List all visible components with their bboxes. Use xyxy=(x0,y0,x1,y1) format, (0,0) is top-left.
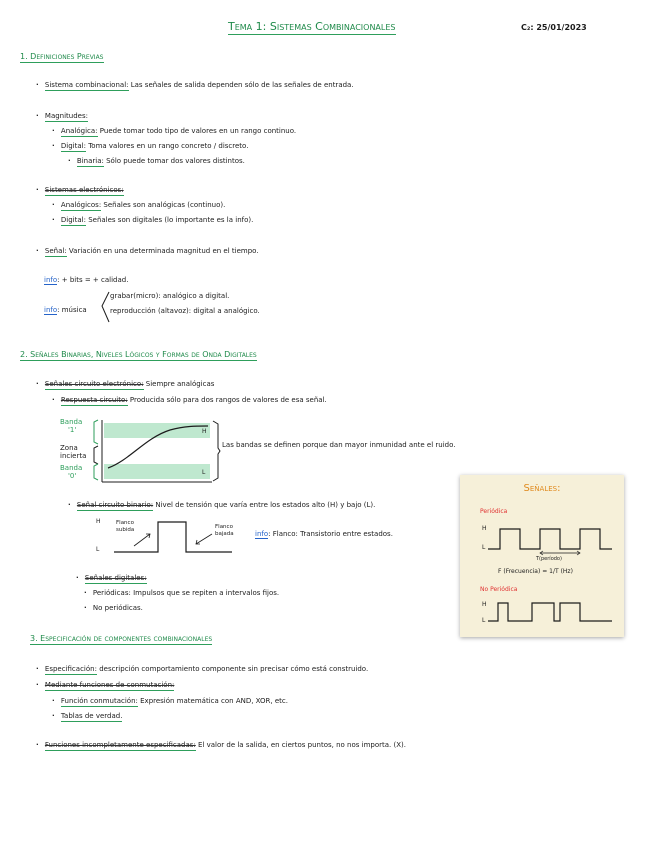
band-h-label: H xyxy=(202,428,207,435)
band-l-label: L xyxy=(202,469,206,476)
page-title: Tema 1: Sistemas Combinacionales xyxy=(228,20,396,33)
info-musica-text: : música xyxy=(57,306,87,314)
magnitudes-label: Magnitudes: xyxy=(44,112,88,120)
info-bits-note xyxy=(44,276,128,284)
bandas-text: Las bandas se definen porque dan mayor inmunidad ante el ruido. xyxy=(222,441,456,449)
incompleta-text: El valor de la salida, en ciertos puntos, no nos importa. (X). xyxy=(198,741,406,749)
senal-label: Señal: xyxy=(44,247,67,255)
section-3-heading: 3. Especificación de componentes combinacionales xyxy=(30,634,213,643)
info-tag: info xyxy=(44,276,58,284)
note-h2: H xyxy=(482,601,487,608)
square-wave-graph xyxy=(108,518,248,558)
especificacion-text: descripción comportamiento componente sin precisar cómo está construido. xyxy=(99,665,369,673)
info-musica-note xyxy=(44,306,87,314)
bands-brace xyxy=(212,420,220,482)
note-l1: L xyxy=(482,544,486,551)
incierta-word: incierta xyxy=(60,452,87,460)
sistema-combinacional-text: Las señales de salida dependen sólo de las señales de entrada. xyxy=(130,81,354,89)
zona-word: Zona xyxy=(60,444,78,452)
senales-sticky-note xyxy=(460,475,624,637)
senal-text: Variación en una determinada magnitud en el tiempo. xyxy=(68,247,259,255)
analogica-label: Analógica: xyxy=(60,127,98,135)
especificacion-item xyxy=(36,665,368,673)
note-no-periodica-label: No Periódica xyxy=(480,586,518,593)
note-freq: F (Frecuencia) = 1/T (Hz) xyxy=(498,568,573,575)
senales-digitales-label: Señales digitales: xyxy=(84,574,147,582)
binario-text: Nivel de tensión que varía entre los estados alto (H) y bajo (L). xyxy=(155,501,376,509)
digital-label: Digital: xyxy=(60,142,86,150)
sistemas-electronicos-item xyxy=(36,186,124,194)
info-flanco-note xyxy=(255,530,393,538)
no-periodicas-text: No periódicas. xyxy=(92,604,143,612)
periodic-wave xyxy=(488,519,618,559)
section-1-heading: 1. Definiciones Previas xyxy=(20,52,104,61)
periodicas-item xyxy=(84,589,279,597)
page-date: C₂: 25/01/2023 xyxy=(521,23,587,32)
funcion-label: Función conmutación: xyxy=(60,697,138,705)
reproduccion-text: reproducción (altavoz): digital a analógico. xyxy=(110,307,260,315)
banda-1-word: Banda xyxy=(60,418,83,426)
sistemas-analogicos-label: Analógicos: xyxy=(60,201,102,209)
info-bits-text: : + bits = + calidad. xyxy=(57,276,129,284)
note-h1: H xyxy=(482,525,487,532)
periodicas-label: Periódicas: xyxy=(92,589,131,597)
banda-1-value: '1' xyxy=(68,426,77,434)
respuesta-item xyxy=(52,396,327,404)
funcion-item xyxy=(52,697,288,705)
sistema-combinacional-item xyxy=(36,81,354,89)
sistemas-analogicos-item xyxy=(52,201,225,209)
digital-text: Toma valores en un rango concreto / discreto. xyxy=(88,142,249,150)
banda-1-label xyxy=(60,418,82,434)
section-2-heading: 2. Señales Binarias, Niveles Lógicos y Formas de Onda Digitales xyxy=(20,350,257,359)
info-tag: info xyxy=(255,530,269,538)
respuesta-label: Respuesta circuito: xyxy=(60,396,128,404)
sistema-combinacional-label: Sistema combinacional: xyxy=(44,81,129,89)
analogica-text: Puede tomar todo tipo de valores en un rango continuo. xyxy=(99,127,297,135)
note-title: Señales: xyxy=(523,483,561,494)
incompleta-label: Funciones incompletamente especificadas: xyxy=(44,741,196,749)
senal-item xyxy=(36,247,259,255)
no-periodicas-item xyxy=(84,604,143,612)
sistemas-digital-label: Digital: xyxy=(60,216,86,224)
banda-0-word: Banda xyxy=(60,464,83,472)
binario-item xyxy=(68,501,375,509)
mediante-item xyxy=(36,681,174,689)
note-t-label: T(período) xyxy=(536,556,562,562)
circuito-label: Señales circuito electrónico: xyxy=(44,380,144,388)
note-periodica-label: Periódica xyxy=(480,508,508,515)
analogica-item xyxy=(52,127,296,135)
sistemas-analogicos-text: Señales son analógicas (continuo). xyxy=(103,201,226,209)
binario-label: Señal circuito binario: xyxy=(76,501,154,509)
note-l2: L xyxy=(482,617,486,624)
wave-l-label: L xyxy=(96,546,100,553)
zona-incierta-label xyxy=(60,444,86,460)
info-tag: info xyxy=(44,306,58,314)
tablas-item xyxy=(52,712,122,720)
sistemas-digital-text: Señales son digitales (lo importante es la info). xyxy=(88,216,254,224)
sistemas-digital-item xyxy=(52,216,253,224)
banda-0-label xyxy=(60,464,82,480)
brace-musica xyxy=(100,290,110,326)
info-flanco-text: : Flanco: Transistorio entre estados. xyxy=(268,530,393,538)
magnitudes-item xyxy=(36,112,88,120)
digital-item xyxy=(52,142,248,150)
binaria-label: Binaria: xyxy=(76,157,104,165)
periodicas-text: Impulsos que se repiten a intervalos fijos. xyxy=(133,589,280,597)
non-periodic-wave xyxy=(488,597,618,627)
circuito-item xyxy=(36,380,214,388)
circuito-text: Siempre analógicas xyxy=(145,380,215,388)
flanco-bajada-label: Flanco bajada xyxy=(215,524,234,537)
wave-h-label: H xyxy=(96,518,101,525)
binaria-item xyxy=(68,157,245,165)
especificacion-label: Especificación: xyxy=(44,665,97,673)
grabar-text: grabar(micro): analógico a digital. xyxy=(110,292,230,300)
senales-digitales-item xyxy=(76,574,147,582)
flanco-subida-label: Flanco subida xyxy=(116,520,135,533)
funcion-text: Expresión matemática con AND, XOR, etc. xyxy=(140,697,288,705)
tablas-text: Tablas de verdad. xyxy=(60,712,123,720)
binaria-text: Sólo puede tomar dos valores distintos. xyxy=(106,157,245,165)
respuesta-text: Producida sólo para dos rangos de valores de esa señal. xyxy=(129,396,327,404)
bands-graph xyxy=(90,418,220,484)
incompleta-item xyxy=(36,741,406,749)
mediante-label: Mediante funciones de conmutación: xyxy=(44,681,175,689)
sistemas-electronicos-label: Sistemas electrónicos: xyxy=(44,186,124,194)
banda-0-value: '0' xyxy=(68,472,77,480)
